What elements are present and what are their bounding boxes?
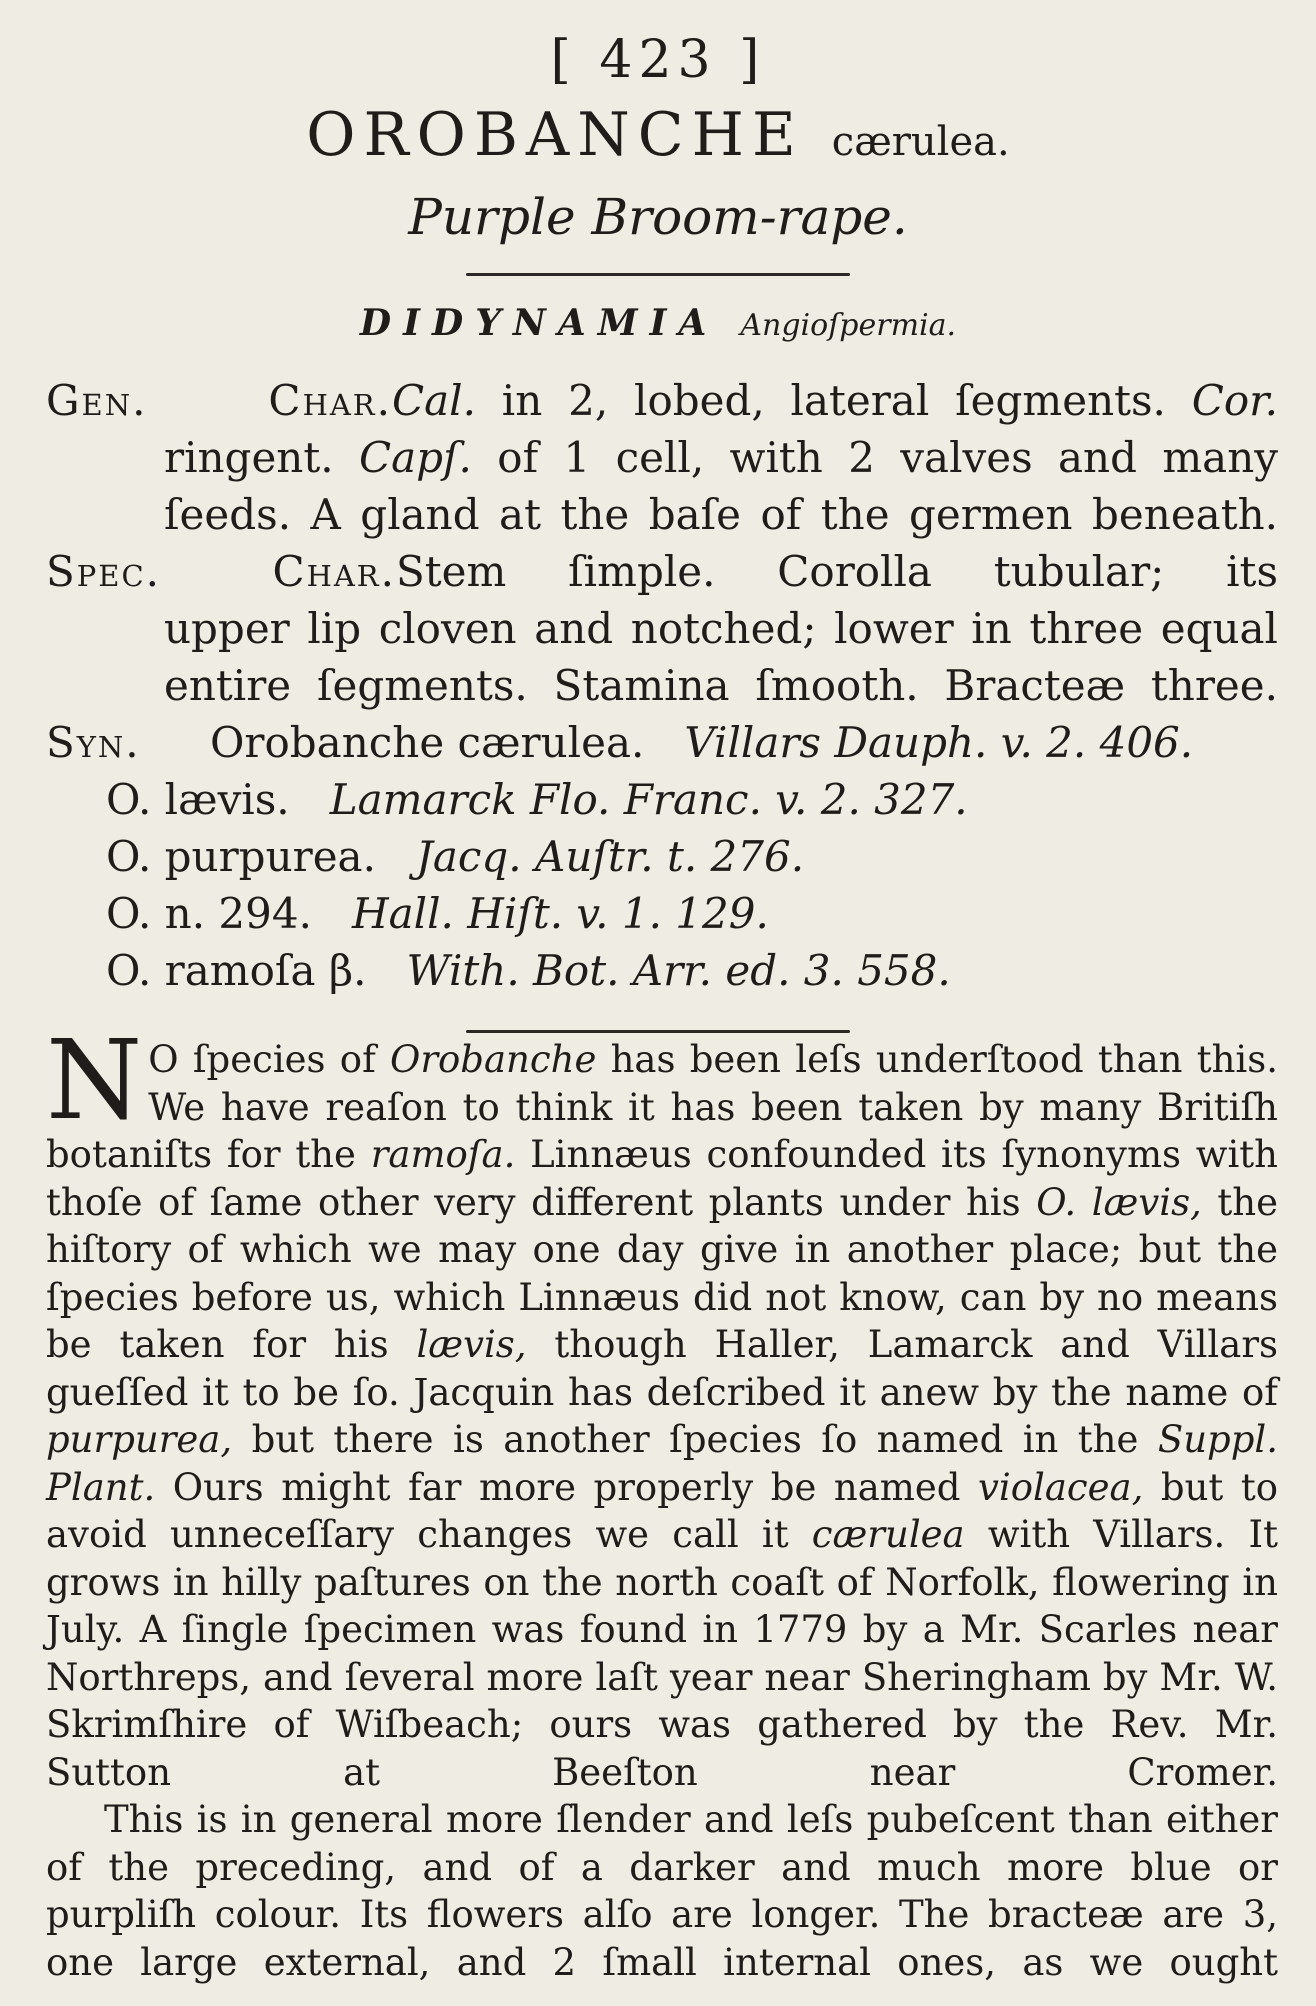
synonym-name: O. lævis. bbox=[106, 775, 290, 824]
text-span: Cor. bbox=[1191, 376, 1278, 425]
divider-rule bbox=[466, 273, 850, 276]
paragraph-1 bbox=[46, 1016, 1279, 1796]
linnaean-class: DIDYNAMIA bbox=[359, 302, 719, 344]
text-span: ringent. bbox=[164, 433, 359, 482]
synonym-line bbox=[46, 885, 1278, 942]
syn-label: Syn. bbox=[46, 718, 141, 767]
synonym-line bbox=[46, 714, 1278, 771]
text-span: Ours might far more properly be named bbox=[155, 1465, 979, 1509]
page-number: [ 423 ] bbox=[550, 30, 766, 90]
gen-char-line-1 bbox=[46, 372, 1278, 429]
italic-span: purpurea, bbox=[46, 1418, 233, 1461]
gen-char-line-2 bbox=[46, 429, 1278, 486]
text-span: Cal. bbox=[392, 376, 476, 425]
synonym-reference: Hall. Hiſt. v. 1. 129. bbox=[352, 889, 769, 938]
paragraph-2: This is in general more ſlender and leſs pubeſcent than either of the preceding, and of a darker and much more blue or purpliſh colour. Its flowers alſo are longer. The bracteæ are 3, one large external, and 2 ſmall internal ones, as we ought bbox=[46, 1798, 1278, 1984]
classification-line bbox=[0, 302, 1316, 344]
text-span: but to avoid unneceſſary changes we call it bbox=[46, 1465, 1278, 1556]
page-title bbox=[0, 100, 1316, 170]
synonym-name: Orobanche cærulea. bbox=[210, 718, 645, 767]
text-span: the hiſtory of which we may one day give in another place; but the ſpecies before us, which Linnæus did not know, can by no means be taken for his bbox=[46, 1180, 1278, 1366]
synonym-name: O. n. 294. bbox=[106, 889, 312, 938]
synonym-line bbox=[46, 828, 1278, 885]
drop-capital: N bbox=[46, 1016, 143, 1144]
text-span: has been leſs underſtood than this. We have reaſon to think it has been taken by many Britiſh botaniſts for the bbox=[46, 1038, 1278, 1176]
synonym-name: O. ramoſa β. bbox=[106, 946, 367, 995]
spec-char-line-2: upper lip cloven and notched; lower in three equal bbox=[164, 604, 1278, 653]
synonym-reference: With. Bot. Arr. ed. 3. 558. bbox=[406, 946, 951, 995]
italic-span: violacea, bbox=[978, 1465, 1144, 1509]
divider-rule bbox=[466, 1030, 850, 1033]
linnaean-order: Angioſpermia. bbox=[740, 308, 957, 343]
spec-char-line-3: entire ſegments. Stamina ſmooth. Bracteæ three. bbox=[164, 661, 1278, 710]
spec-char-label: Spec. Char. bbox=[46, 547, 396, 596]
synonym-name: O. purpurea. bbox=[106, 832, 376, 881]
characters-block bbox=[46, 372, 1278, 999]
gen-char-label: Gen. Char. bbox=[46, 376, 392, 425]
text-span: Stem ſimple. Corolla tubular; its bbox=[396, 547, 1278, 596]
italic-span: cærulea bbox=[811, 1513, 965, 1556]
spec-char-line-1 bbox=[46, 543, 1278, 600]
italic-span: Orobanche bbox=[390, 1038, 597, 1081]
text-span: but there is another ſpecies ſo named in the bbox=[232, 1418, 1158, 1461]
body-text bbox=[46, 1016, 1279, 1986]
synonym-reference: Jacq. Auſtr. t. 276. bbox=[416, 832, 805, 881]
synonym-line bbox=[46, 771, 1278, 828]
gen-char-line-3 bbox=[46, 486, 1278, 543]
synonym-reference: Lamarck Flo. Franc. v. 2. 327. bbox=[329, 775, 968, 824]
text-span: with Villars. It grows in hilly paſtures on the north coaſt of Norfolk, flowering in July. A ſingle ſpecimen was found in 1779 by a Mr. Scarles near Northreps, and ſeveral more laſt year near Sheringham by Mr. W. Skrimſhire of Wiſbeach; ours was gathered by the Rev. Mr. Sutton at Beeſton near Cromer. bbox=[46, 1513, 1278, 1794]
synonym-line bbox=[46, 942, 1278, 999]
text-span: in 2, lobed, lateral ſegments. bbox=[475, 376, 1192, 425]
genus-name: OROBANCHE bbox=[306, 100, 804, 170]
italic-span: ramoſa. bbox=[370, 1133, 516, 1176]
text-span: of 1 cell, with 2 valves and many bbox=[471, 433, 1278, 482]
species-name: cærulea. bbox=[831, 119, 1010, 165]
synonym-reference: Villars Dauph. v. 2. 406. bbox=[684, 718, 1194, 767]
italic-span: Suppl. Plant. bbox=[46, 1418, 1278, 1509]
text-span: ſeeds. A gland at the baſe of the germen beneath. bbox=[164, 490, 1278, 539]
text-span: O ſpecies of bbox=[148, 1038, 391, 1081]
text-span: Linnæus confounded its ſynonyms with thoſe of ſame other very different plants under his bbox=[46, 1133, 1279, 1224]
common-name: Purple Broom-rape. bbox=[408, 188, 908, 246]
italic-span: lævis, bbox=[416, 1323, 527, 1366]
text-span: Capſ. bbox=[358, 433, 472, 482]
text-span: though Haller, Lamarck and Villars gueſſed it to be ſo. Jacquin has deſcribed it anew by the name of bbox=[46, 1323, 1278, 1414]
italic-span: O. lævis, bbox=[1036, 1180, 1202, 1224]
